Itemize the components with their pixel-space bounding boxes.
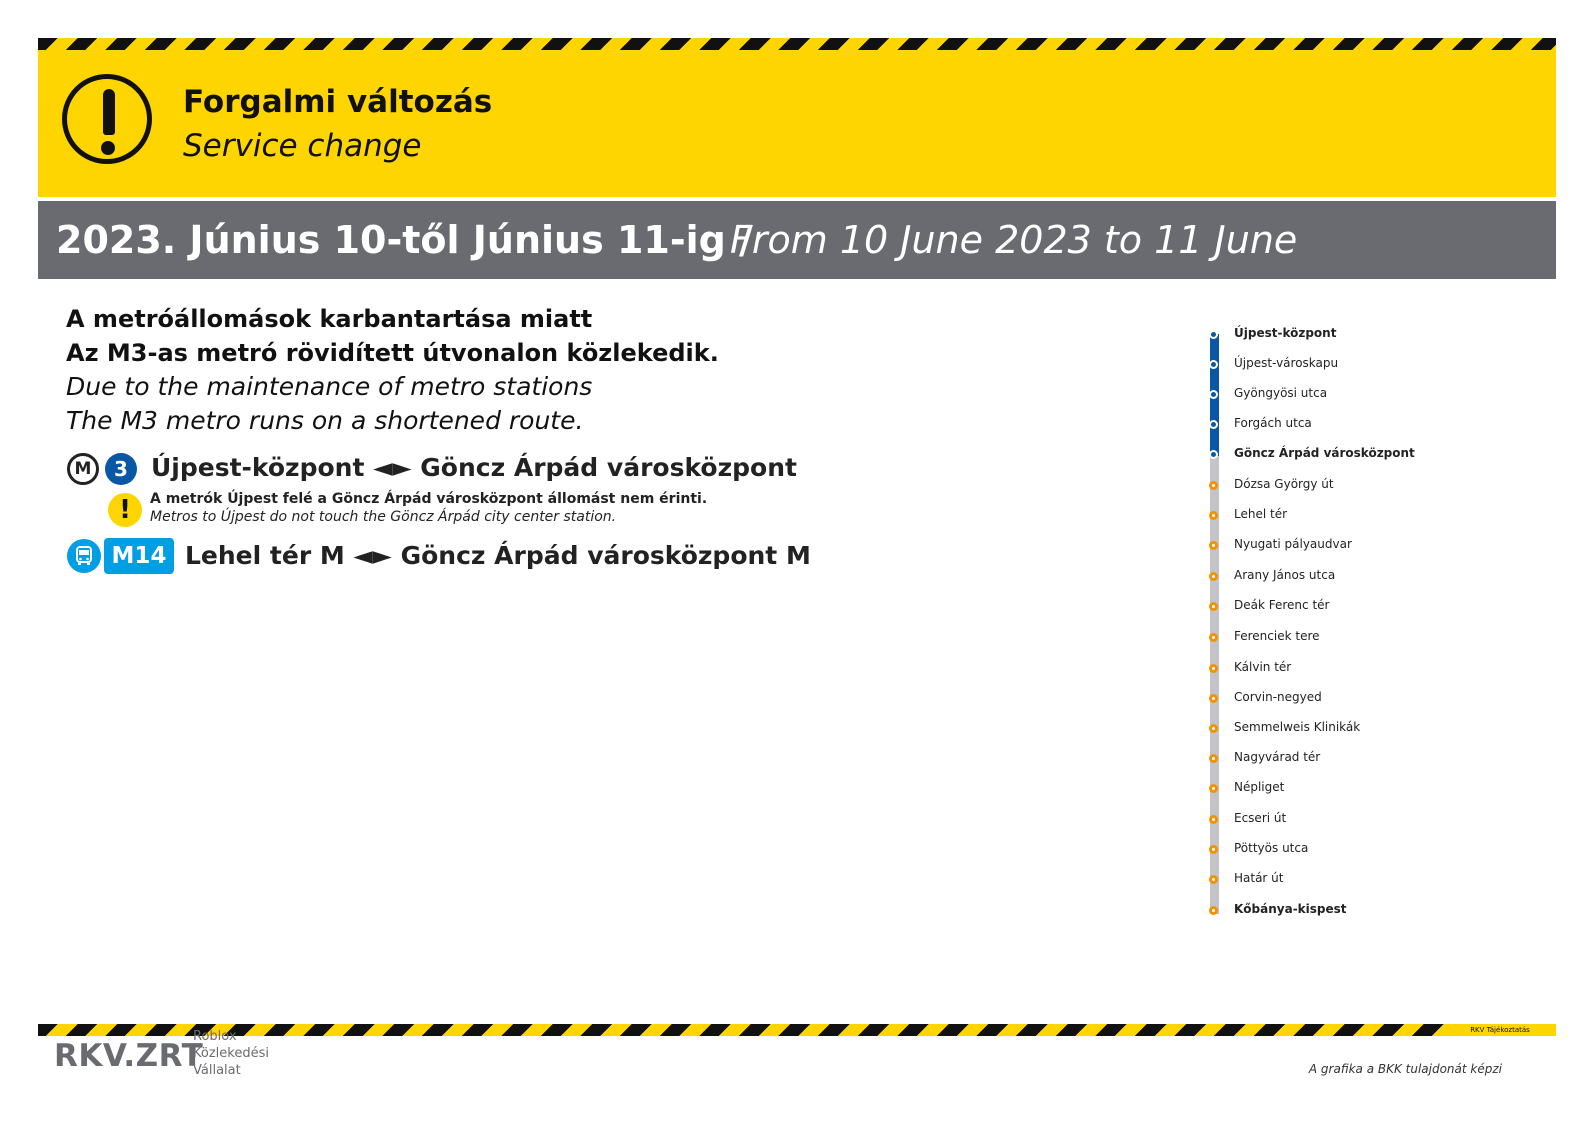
stripe-tag: RKV Tájékoztatás: [1444, 1024, 1556, 1036]
station-name: Ecseri út: [1234, 811, 1287, 825]
station-name: Lehel tér: [1234, 507, 1288, 521]
validity-period-bar: [38, 201, 1556, 279]
note-warning-icon: !: [108, 493, 142, 527]
station-marker-open: [1209, 360, 1218, 369]
station-name: Újpest-központ: [1234, 326, 1337, 340]
station-marker-closed: [1209, 511, 1218, 520]
rkv-logo: RKV.ZRT: [54, 1038, 204, 1074]
metro-note-english: Metros to Újpest do not touch the Göncz Árpád city center station.: [150, 509, 617, 525]
station-name: Ferenciek tere: [1234, 629, 1320, 643]
station-marker-open: [1209, 330, 1218, 339]
banner-title: Forgalmi változás: [183, 84, 493, 120]
warning-exclamation-icon: [62, 74, 152, 164]
copyright-note: A grafika a BKK tulajdonát képzi: [1308, 1062, 1502, 1076]
station-marker-closed: [1209, 541, 1218, 550]
station-name: Gyöngyösi utca: [1234, 386, 1328, 400]
station-name: Nyugati pályaudvar: [1234, 537, 1352, 551]
notice-line-1: A metróállomások karbantartása miatt: [66, 305, 593, 333]
station-marker-open: [1209, 450, 1218, 459]
station-name: Arany János utca: [1234, 568, 1336, 582]
banner-subtitle: Service change: [183, 128, 422, 164]
bus-icon: [67, 539, 101, 573]
station-marker-closed: [1209, 633, 1218, 642]
station-marker-closed: [1209, 724, 1218, 733]
station-name: Göncz Árpád városközpont: [1234, 446, 1415, 460]
station-marker-closed: [1209, 784, 1218, 793]
station-marker-closed: [1209, 602, 1218, 611]
station-name: Dózsa György út: [1234, 477, 1334, 491]
station-marker-closed: [1209, 845, 1218, 854]
metro-route-text: Újpest-központ ◄► Göncz Árpád városközpont: [151, 453, 797, 482]
period-english: From 10 June 2023 to 11 June: [730, 218, 1298, 262]
station-name: Semmelweis Klinikák: [1234, 720, 1361, 734]
station-marker-closed: [1209, 572, 1218, 581]
station-name: Deák Ferenc tér: [1234, 598, 1330, 612]
station-name: Kőbánya-kispest: [1234, 902, 1347, 916]
service-change-banner: [38, 50, 1556, 197]
station-marker-open: [1209, 390, 1218, 399]
station-marker-closed: [1209, 694, 1218, 703]
station-marker-closed: [1209, 664, 1218, 673]
notice-line-2: Az M3-as metró rövidített útvonalon közlekedik.: [66, 339, 719, 367]
station-name: Forgách utca: [1234, 416, 1312, 430]
metro-note-hungarian: A metrók Újpest felé a Göncz Árpád városközpont állomást nem érinti.: [150, 491, 708, 507]
logo-subtitle-line-1: Roblox: [193, 1029, 237, 1044]
station-marker-closed: [1209, 906, 1218, 915]
bus-route-text: Lehel tér M ◄► Göncz Árpád városközpont M: [185, 541, 811, 570]
notice-line-4: The M3 metro runs on a shortened route.: [66, 406, 584, 435]
station-marker-closed: [1209, 815, 1218, 824]
metro-line-3-badge: 3: [105, 453, 137, 485]
station-name: Nagyvárad tér: [1234, 750, 1321, 764]
station-name: Határ út: [1234, 871, 1284, 885]
station-name: Pöttyös utca: [1234, 841, 1309, 855]
station-name: Népliget: [1234, 780, 1285, 794]
station-name: Újpest-városkapu: [1234, 356, 1339, 370]
hazard-stripe-top: [38, 38, 1556, 50]
station-marker-open: [1209, 420, 1218, 429]
period-hungarian: 2023. Június 10-től Június 11-ig /: [56, 218, 753, 262]
station-name: Kálvin tér: [1234, 660, 1292, 674]
notice-line-3: Due to the maintenance of metro stations: [66, 372, 593, 401]
station-name: Corvin-negyed: [1234, 690, 1322, 704]
hazard-stripe-bottom: [38, 1024, 1444, 1036]
logo-subtitle-line-2: Közlekedési: [193, 1046, 269, 1061]
logo-subtitle-line-3: Vállalat: [193, 1063, 241, 1078]
station-marker-closed: [1209, 754, 1218, 763]
station-marker-closed: [1209, 481, 1218, 490]
bus-line-m14-badge: M14: [104, 538, 174, 574]
station-marker-closed: [1209, 875, 1218, 884]
metro-logo-icon: M: [67, 453, 99, 485]
